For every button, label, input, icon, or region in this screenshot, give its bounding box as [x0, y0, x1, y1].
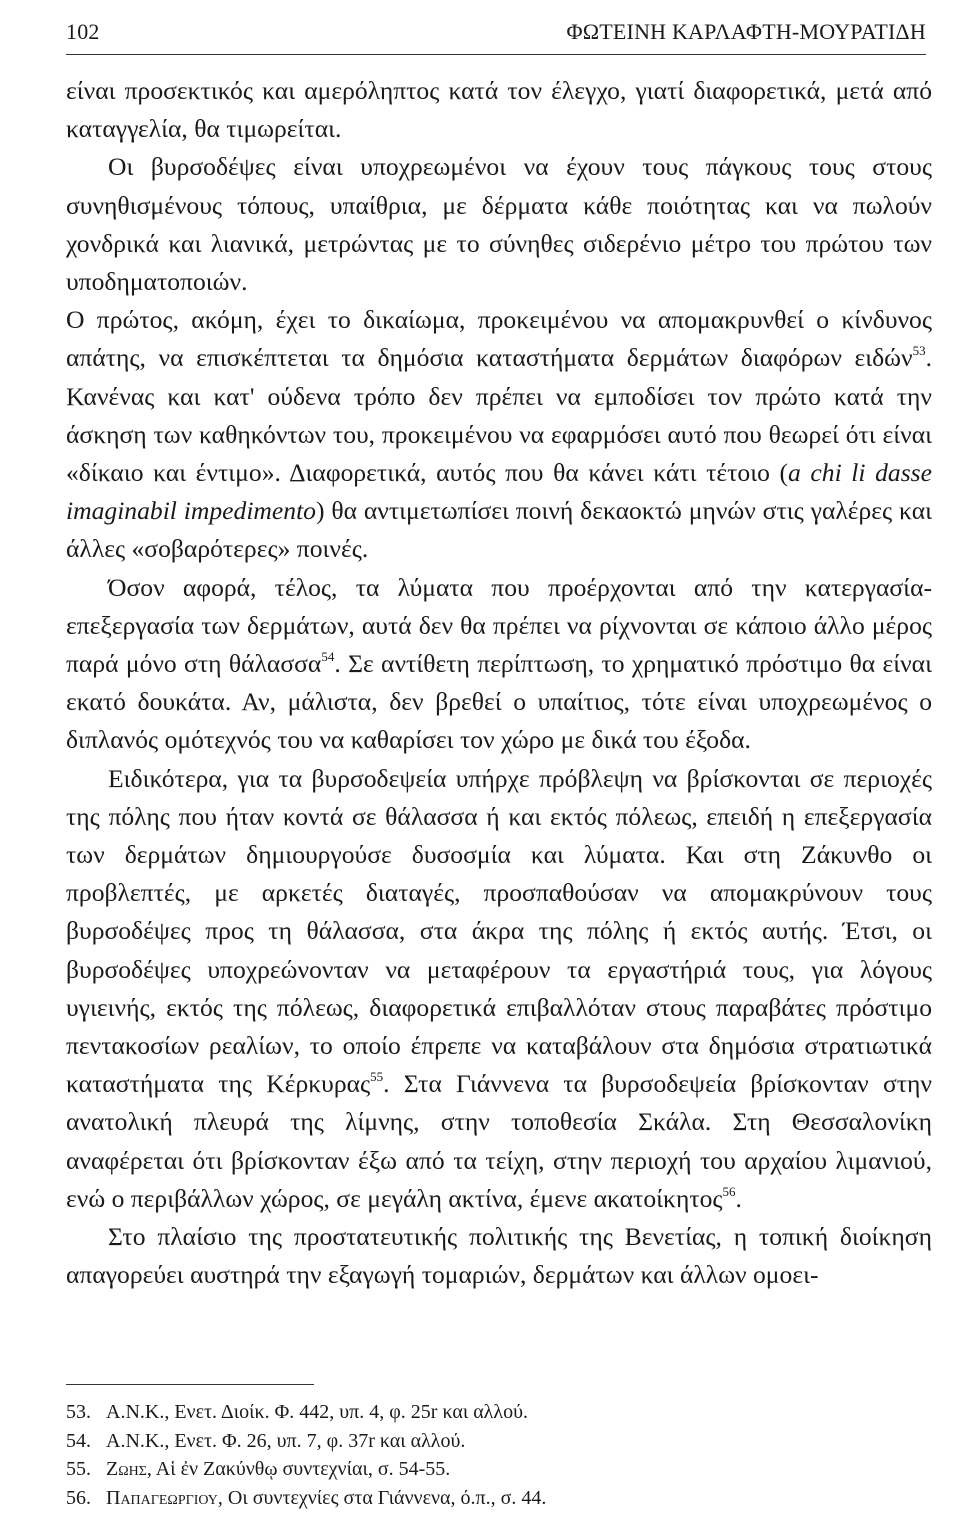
footnote-ref-53: 53	[912, 343, 926, 359]
paragraph-4	[66, 569, 932, 760]
paragraph-6: Στο πλαίσιο της προστατευτικής πολιτικής της Βενετίας, η τοπική διοίκηση απαγορεύει αυστηρά την εξαγωγή τομαριών, δερμάτων και άλλων ομοει-	[66, 1222, 932, 1290]
paragraph-2: Οι βυρσοδέψες είναι υποχρεωμένοι να έχουν τους πάγκους τους στους συνηθισμένους τόπους, υπαίθρια, με δέρματα κάθε ποιότητας και να πωλούν χονδρικά και λιανικά, μετρώντας με το σύνηθες σιδερένιο μέτρο του πρώτου των υποδηματοποιών.	[66, 152, 932, 297]
running-title: ΦΩΤΕΙΝΗ ΚΑΡΛΑΦΤΗ-ΜΟΥΡΑΤΙΔΗ	[566, 19, 926, 44]
paragraph-5-text-a: Ειδικότερα, για τα βυρσοδεψεία υπήρχε πρόβλεψη να βρίσκονται σε περιοχές της πόλης που ήταν κοντά σε θάλασσα ή και εκτός πόλεως, επειδή η επεξεργασία των δερμάτων δημιουργούσε δυσοσμία και λύματα. Και στη Ζάκυνθο οι προβλεπτές, με αρκετές διαταγές, προσπαθούσαν να απομακρύνουν τους βυρσοδέψες προς τη θάλασσα, στα άκρα της πόλης ή εκτός αυτής. Έτσι, οι βυρσοδέψες υποχρεώνονταν να μεταφέρουν τα εργαστήριά τους, για λόγους υγιεινής, εκτός της πόλεως, διαφορετικά επιβαλλόταν στους παραβάτες πρόστιμο πεντακοσίων ρεαλίων, το οποίο έπρεπε να καταβάλουν στα δημόσια στρατιωτικά καταστήματα της Κέρκυρας	[66, 763, 932, 1099]
footnote-55	[66, 1455, 926, 1484]
paragraph-3	[66, 301, 932, 568]
header-rule	[66, 54, 926, 55]
footnotes	[66, 1398, 926, 1512]
footnote-text: Α.Ν.Κ., Ενετ. Διοίκ. Φ. 442, υπ. 4, φ. 25r και αλλού.	[106, 1401, 528, 1423]
footnote-number: 54.	[66, 1429, 91, 1452]
paragraph-3-text-a: Ο πρώτος, ακόμη, έχει το δικαίωμα, προκειμένου να απομακρυνθεί ο κίνδυνος απάτης, να επισκέπτεται τα δημόσια καταστήματα δερμάτων διαφόρων ειδών	[66, 305, 932, 373]
running-header	[66, 16, 926, 48]
footnote-56	[66, 1484, 926, 1513]
footnote-text: , Αἱ ἐν Ζακύνθῳ συντεχνίαι, σ. 54-55.	[146, 1458, 451, 1480]
paragraph-4-text-a: Όσον αφορά, τέλος, τα λύματα που προέρχονται από την κατεργασία-επεξεργασία των δερμάτων, αυτά δεν θα πρέπει να ρίχνονται σε κάποιο άλλο μέρος παρά μόνο στη θάλασσα	[66, 572, 932, 679]
footnote-number: 53.	[66, 1401, 91, 1423]
paragraph-5-text-c: .	[735, 1183, 742, 1213]
footnote-author: Ζωης	[106, 1458, 147, 1480]
footnote-54	[66, 1427, 926, 1456]
footnote-text: , Οι συντεχνίες στα Γιάννενα, ό.π., σ. 44.	[217, 1486, 547, 1509]
paragraph-3-text-c: ) θα αντιμετωπίσει ποινή δεκαοκτώ μηνών στις γαλέρες και άλλες «σοβαρότερες» ποινές.	[66, 496, 933, 564]
paragraph-3-text-b: . Κανένας και κατ' ούδενα τρόπο δεν πρέπει να εμποδίσει τον πρώτο κατά την άσκηση των καθηκόντων του, προκειμένου να εφαρμόσει αυτό που θεωρεί ότι είναι «δίκαιο και έντιμο». Διαφορετικά, αυτός που θα κάνει κάτι τέτοιο (	[66, 343, 932, 488]
footnote-rule	[66, 1384, 314, 1385]
footnote-ref-55: 55	[370, 1069, 384, 1085]
body-text	[66, 72, 932, 1295]
paragraph-5-text-b: . Στα Γιάννενα τα βυρσοδεψεία βρίσκονταν στην ανατολική πλευρά της λίμνης, στην τοποθεσία Σκάλα. Στη Θεσσαλονίκη αναφέρεται ότι βρίσκονταν έξω από τα τείχη, στην περιοχή του αρχαίου λιμανιού, ενώ ο περιβάλλων χώρος, σε μεγάλη ακτίνα, έμενε ακατοίκητος	[66, 1069, 932, 1213]
paragraph-4-text-b: . Σε αντίθετη περίπτωση, το χρηματικό πρόστιμο θα είναι εκατό δουκάτα. Αν, μάλιστα, δεν βρεθεί ο υπαίτιος, τότε είναι υποχρεωμένος ο διπλανός ομότεχνός του να καθαρίσει τον χώρο με δικά του έξοδα.	[66, 649, 932, 755]
footnote-text: Α.Ν.Κ., Ενετ. Φ. 26, υπ. 7, φ. 37r και αλλού.	[106, 1429, 466, 1452]
footnote-author: Παπαγεωργιου	[106, 1486, 218, 1509]
italic-quote: a chi li dasse imaginabil impedimento	[66, 458, 932, 526]
footnote-ref-54: 54	[321, 649, 335, 665]
footnote-number: 56.	[66, 1486, 91, 1509]
footnote-number: 55.	[66, 1458, 91, 1480]
paragraph-1: είναι προσεκτικός και αμερόληπτος κατά τον έλεγχο, γιατί διαφορετικά, μετά από καταγγελία, θα τιμωρείται.	[66, 76, 932, 144]
page-number: 102	[66, 19, 100, 44]
footnote-ref-56: 56	[722, 1183, 736, 1199]
footnote-53	[66, 1398, 926, 1427]
paragraph-5	[66, 760, 932, 1218]
